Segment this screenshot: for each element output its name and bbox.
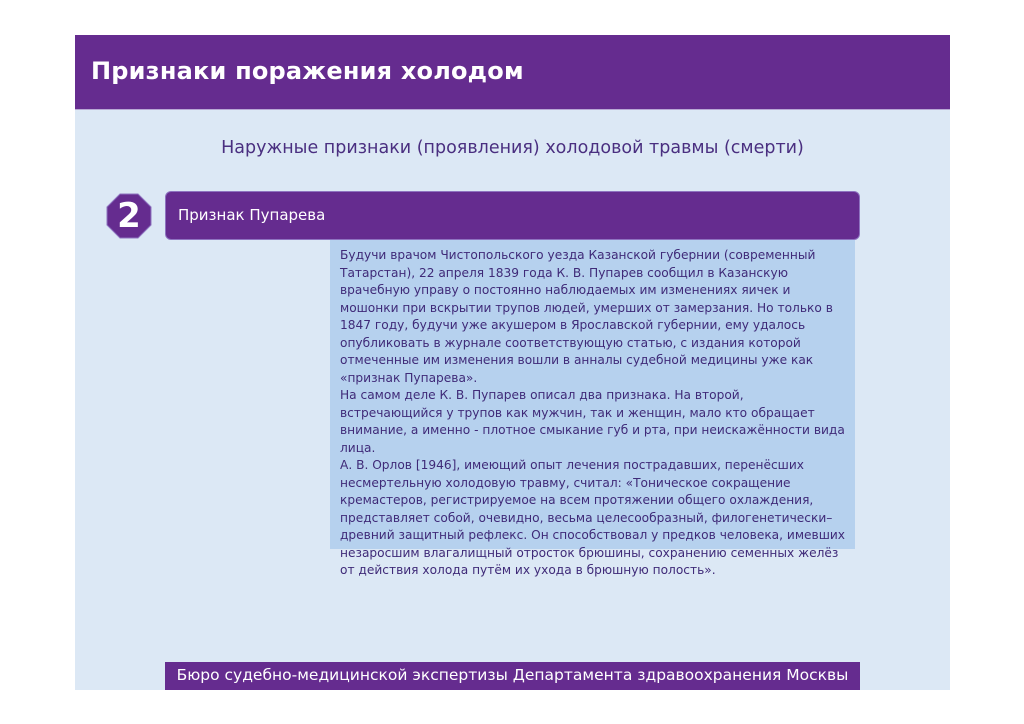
sign-number: 2 — [117, 196, 141, 236]
sign-title: Признак Пупарева — [178, 206, 326, 224]
slide-subtitle: Наружные признаки (проявления) холодовой травмы (смерти) — [221, 138, 804, 158]
header-bar — [75, 35, 950, 110]
description-paragraph: На самом деле К. В. Пупарев описал два признака. На второй, встречающийся у трупов как мужчин, так и женщин, мало кто обращает внимание, а именно - плотное смыкание губ и рта, при неискажённости вида лица. — [340, 388, 845, 455]
description-text-box — [330, 240, 855, 577]
footer-bar — [165, 662, 860, 690]
description-paragraph: Будучи врачом Чистопольского уезда Казанской губернии (современный Татарстан), 22 апреля 1839 года К. В. Пупарев сообщил в Казанскую врачебную управу о постоянно наблюдаемых им изменениях яичек и мошонки при вскрытии трупов людей, умерших от замерзания. Но только в 1847 году, будучи уже акушером в Ярославской губернии, ему удалось опубликовать в журнале соответствующую статью, с издания которой отмеченные им изменения вошли в анналы судебной медицины уже как «признак Пупарева». — [340, 248, 833, 385]
description-paragraph: А. В. Орлов [1946], имеющий опыт лечения пострадавших, перенёсших несмертельную холодовую травму, считал: «Тоническое сокращение кремастеров, регистрируемое на всем протяжении общего охлаждения, представляет собой, очевидно, весьма целесообразный, филогенетически– древний защитный рефлекс. Он способствовал у предков человека, имевших незаросшим влагалищный отросток брюшины, сохранению семенных желёз от действия холода путём их ухода в брюшную полость». — [340, 458, 845, 577]
page-title: Признаки поражения холодом — [91, 57, 524, 85]
sign-title-bar — [165, 191, 860, 240]
footer-text: Бюро судебно-медицинской экспертизы Департамента здравоохранения Москвы — [176, 666, 849, 684]
